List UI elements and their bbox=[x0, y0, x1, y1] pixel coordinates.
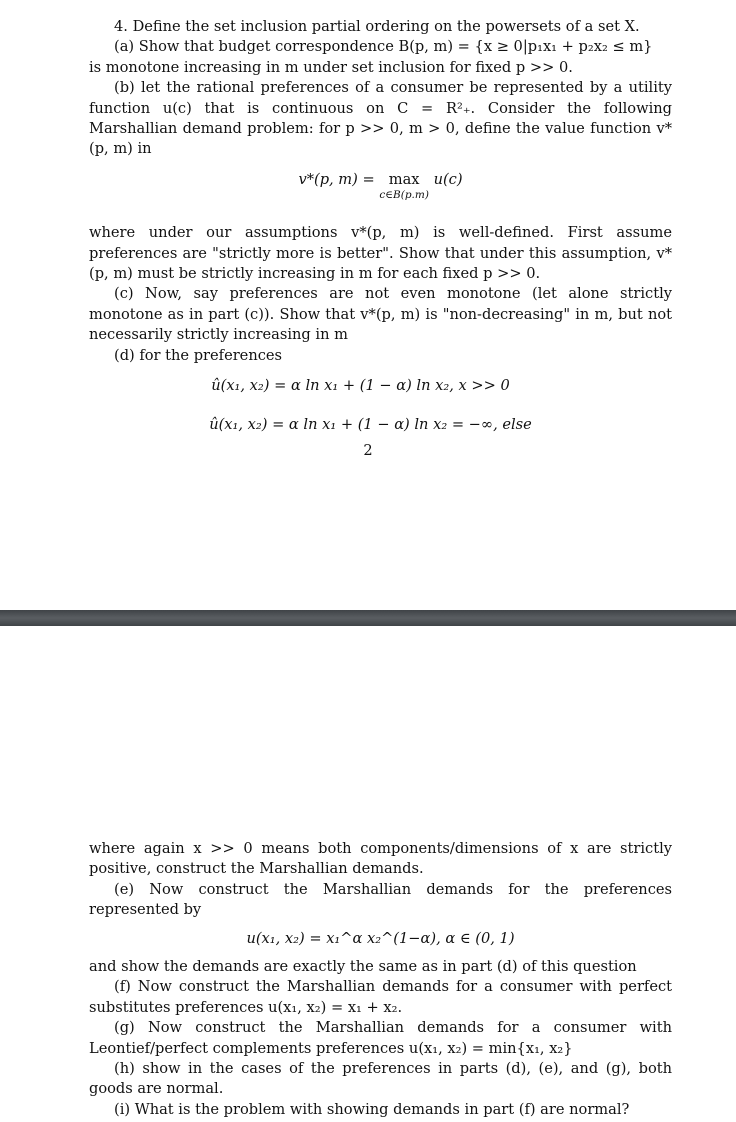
page-top-content bbox=[89, 17, 672, 435]
eq-value-rhs: u(c) bbox=[433, 170, 463, 188]
part-a-line1: (a) Show that budget correspondence B(p, m) = {x ≥ 0|p₁x₁ + p₂x₂ ≤ m} bbox=[114, 38, 653, 56]
part-f: (f) Now construct the Marshallian demands for a consumer with perfect substitutes preferences u(x₁, x₂) = x₁ + x₂. bbox=[89, 978, 672, 1016]
eq-max-subscript: c∈B(p.m) bbox=[379, 189, 429, 202]
part-i: (i) What is the problem with showing demands in part (f) are normal? bbox=[114, 1100, 630, 1118]
eq-max-word: max bbox=[388, 170, 420, 188]
part-b: (b) let the rational preferences of a consumer be represented by a utility function u(c) that is continuous on C = R²₊. Consider the following Marshallian demand problem: for p >> 0, m > 0, define the value function v*(p, m) in bbox=[89, 79, 672, 158]
eq-value-max bbox=[379, 170, 429, 201]
page-divider bbox=[0, 610, 736, 626]
eq-value-lhs: v*(p, m) = bbox=[298, 170, 375, 188]
q4-intro: 4. Define the set inclusion partial ordering on the powersets of a set X. bbox=[114, 18, 640, 35]
part-d-continued: where again x >> 0 means both components/dimensions of x are strictly positive, construct the Marshallian demands. bbox=[89, 840, 672, 878]
part-c: (c) Now, say preferences are not even monotone (let alone strictly monotone as in part (c)). Show that v*(p, m) is "non-decreasing" in m, but not necessarily strictly increasing in m bbox=[89, 285, 672, 344]
part-d: (d) for the preferences bbox=[114, 346, 283, 364]
page-number: 2 bbox=[363, 442, 373, 459]
eq-e: u(x₁, x₂) = x₁^α x₂^(1−α), α ∈ (0, 1) bbox=[246, 929, 515, 947]
page-bottom bbox=[0, 626, 736, 1122]
eq-d1: û(x₁, x₂) = α ln x₁ + (1 − α) ln x₂, x >> 0 bbox=[211, 377, 510, 395]
part-h: (h) show in the cases of the preferences in parts (d), (e), and (g), both goods are normal. bbox=[89, 1060, 672, 1098]
page-bottom-content bbox=[89, 839, 672, 1120]
part-e-continued: and show the demands are exactly the same as in part (d) of this question bbox=[89, 958, 637, 976]
part-a-line2: is monotone increasing in m under set inclusion for fixed p >> 0. bbox=[89, 58, 573, 76]
part-e: (e) Now construct the Marshallian demands for the preferences represented by bbox=[89, 880, 672, 919]
eq-d2: û(x₁, x₂) = α ln x₁ + (1 − α) ln x₂ = −∞, else bbox=[209, 415, 532, 433]
part-b-continued: where under our assumptions v*(p, m) is well-defined. First assume preferences are "strictly more is better". Show that under this assumption, v*(p, m) must be strictly increasing in m for each fixed p >> 0. bbox=[89, 224, 672, 283]
value-function-equation bbox=[89, 170, 672, 201]
part-g: (g) Now construct the Marshallian demands for a consumer with Leontief/perfect complements preferences u(x₁, x₂) = min{x₁, x₂} bbox=[89, 1019, 672, 1057]
